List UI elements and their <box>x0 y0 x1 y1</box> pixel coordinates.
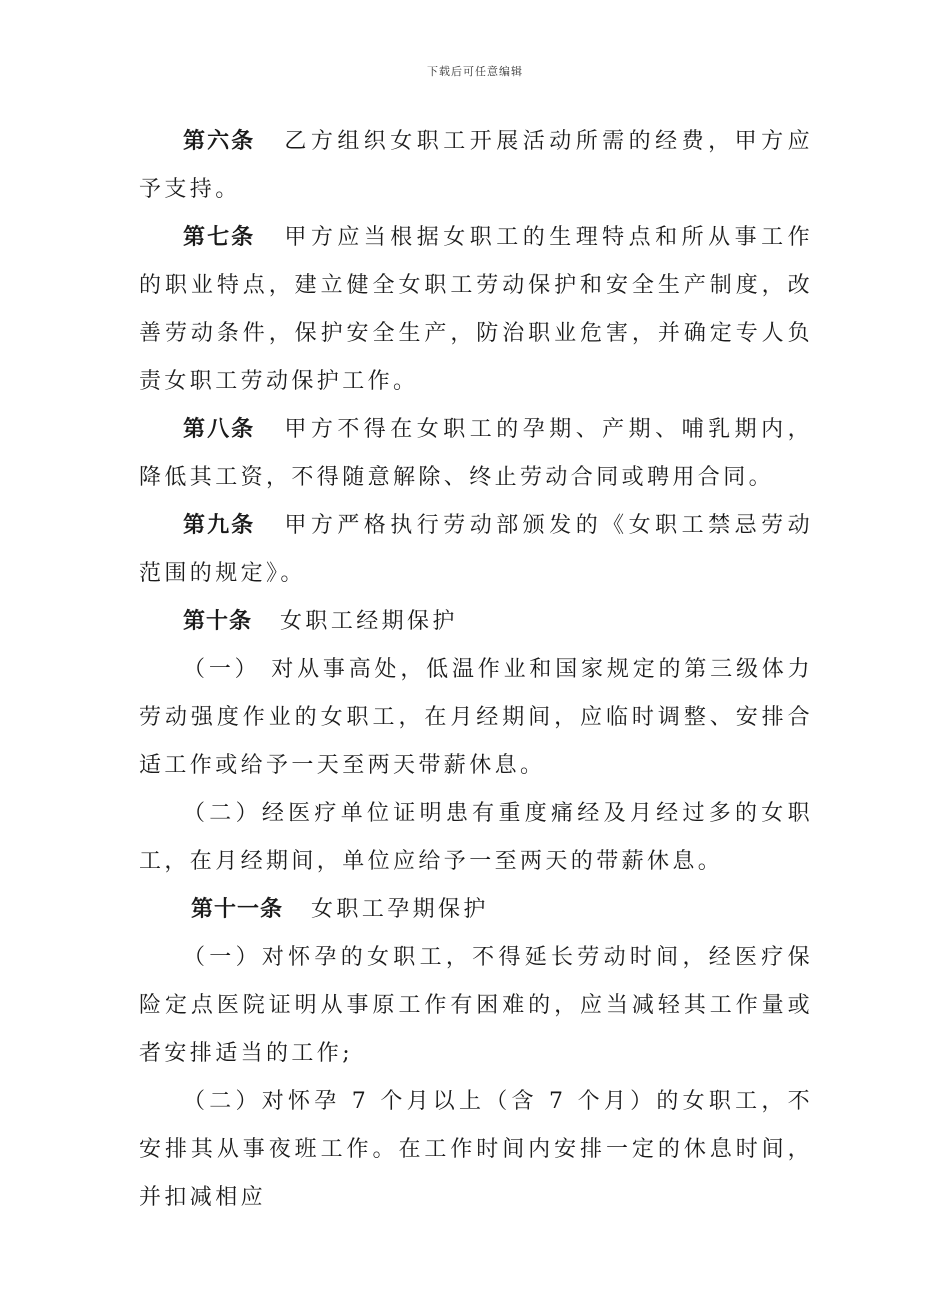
article-11 <box>139 886 813 934</box>
article-11-item-2: （二）对怀孕 7 个月以上（含 7 个月）的女职工，不安排其从事夜班工作。在工作时间内安排一定的休息时间，并扣减相应 <box>139 1089 813 1210</box>
article-9 <box>139 502 813 598</box>
page-header: 下载后可任意编辑 <box>427 65 523 78</box>
article-text: 女职工孕期保护 <box>311 897 489 922</box>
article-heading: 第七条 <box>183 225 256 250</box>
article-heading: 第十条 <box>183 609 253 634</box>
article-11-item-1: （一）对怀孕的女职工，不得延长劳动时间，经医疗保险定点医院证明从事原工作有困难的，应当减轻其工作量或者安排适当的工作; <box>139 945 813 1066</box>
article-7 <box>139 214 813 406</box>
article-10-item-1: （一） 对从事高处，低温作业和国家规定的第三级体力劳动强度作业的女职工，在月经期间，应临时调整、安排合适工作或给予一天至两天带薪休息。 <box>139 657 813 778</box>
article-heading: 第九条 <box>183 513 256 538</box>
article-8 <box>139 406 813 502</box>
article-text: 甲方应当根据女职工的生理特点和所从事工作的职业特点，建立健全女职工劳动保护和安全生产制度，改善劳动条件，保护安全生产，防治职业危害，并确定专人负责女职工劳动保护工作。 <box>139 225 813 394</box>
article-6 <box>139 118 813 214</box>
article-10 <box>139 598 813 646</box>
document-body <box>139 118 813 1222</box>
article-text: 甲方严格执行劳动部颁发的《女职工禁忌劳动范围的规定》。 <box>139 513 813 586</box>
article-heading: 第十一条 <box>191 897 284 922</box>
article-text: 乙方组织女职工开展活动所需的经费，甲方应予支持。 <box>139 129 813 202</box>
article-text: 女职工经期保护 <box>280 609 458 634</box>
article-10-item-2: （二）经医疗单位证明患有重度痛经及月经过多的女职工，在月经期间，单位应给予一至两天的带薪休息。 <box>139 801 813 874</box>
article-heading: 第六条 <box>183 129 256 154</box>
article-text: 甲方不得在女职工的孕期、产期、哺乳期内，降低其工资，不得随意解除、终止劳动合同或聘用合同。 <box>139 417 813 490</box>
article-heading: 第八条 <box>183 417 256 442</box>
